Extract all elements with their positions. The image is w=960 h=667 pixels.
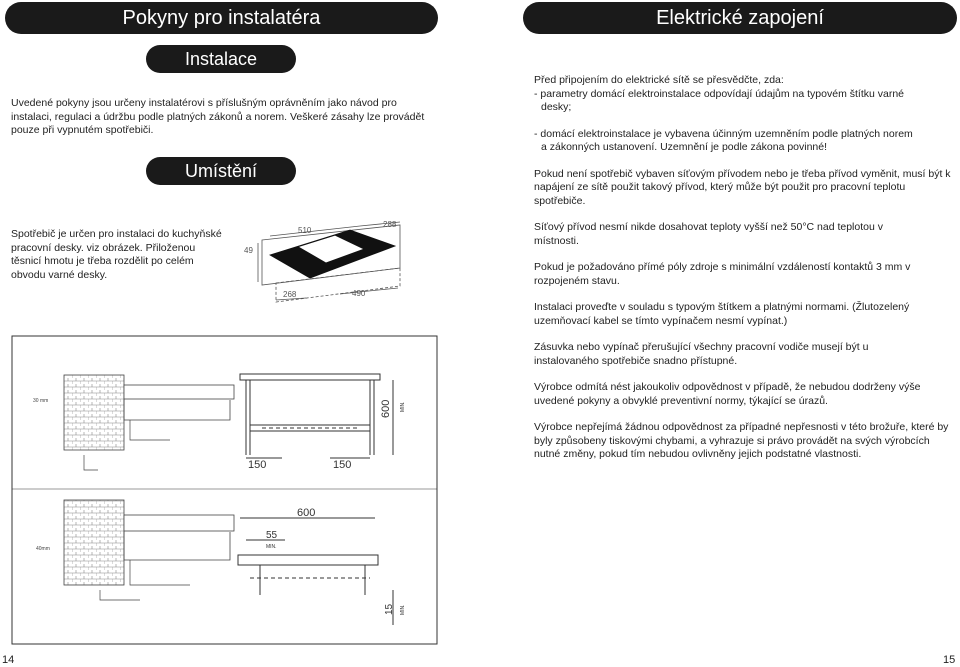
dim-600-v: 600 [380,399,392,418]
dim-49: 49 [244,246,253,255]
dim-55: 55 [266,530,278,541]
p1-item2b: a zákonných ustanovení. Uzemnění je podle zákona povinné! [541,141,828,153]
dim-268: 268 [283,290,297,299]
dim-490: 490 [352,289,366,298]
p4: Pokud je požadováno přímé póly zdroje s minimální vzdáleností kontaktů 3 mm v rozpojeném stavu. [534,261,911,287]
placement-title: Umístění [184,160,258,181]
p1: Před připojením do elektrické sítě se přesvědčte, zda: [534,74,784,86]
dim-150-b: 150 [333,459,352,471]
left-heading: Pokyny pro instalatéra [122,6,321,29]
p5: Instalaci proveďte v souladu s typovým štítkem a platnými normami. (Žlutozelený uzemňovací kabel se tímto vypínačem nesmí vypínat.) [534,301,910,327]
p7: Výrobce odmítá nést jakoukoliv odpovědnost v případě, že nebudou dodrženy výše uvedené pokyny a obvyklé preventivní normy, týkající se úrazů. [534,381,921,407]
p1-item1: - parametry domácí elektroinstalace odpovídají údajům na typovém štítku varné [534,87,905,100]
placement-text: Spotřebič je určen pro instalaci do kuchyňské pracovní desky. viz obrázek. Přiloženou těsnicí hmotu je třeba rozdělit po celém obvodu varné desky. [11,228,222,281]
p1-item1b: desky; [541,101,572,113]
dim-600-v-min: MIN. [400,401,406,412]
right-heading-pill [523,2,957,34]
dim-510: 510 [298,226,312,235]
right-heading: Elektrické zapojení [656,6,824,29]
p1-item2: - domácí elektroinstalace je vybavena účinným uzemněním podle platných norem [534,127,913,140]
p2: Pokud není spotřebič vybaven síťovým přívodem nebo je třeba přívod vyměnit, musí být k napájení ze sítě použit takový přívod, který může být použit pro pracovní teplotu spotřebiče. [534,167,951,207]
left-page-number: 14 [2,654,15,666]
side-label-top: 30 mm [33,398,49,404]
p6: Zásuvka nebo vypínač přerušující všechny pracovní vodiče musejí být u instalovaného spotřebiče snadno přístupné. [534,341,869,367]
dim-15-min: MIN. [400,604,406,615]
side-label-bottom: 40mm [36,546,50,552]
dim-15: 15 [384,603,395,615]
install-title: Instalace [184,48,258,69]
p8: Výrobce nepřejímá žádnou odpovědnost za případné nepřesnosti v této brožuře, které by byly způsobeny tiskovými chybami, a vyhrazuje si právo provádět na svých výrobcích nutné změny, pokud tím nebudou ovlivněny jejich podstatné vlastnosti. [534,421,949,460]
right-page-number: 15 [943,654,956,666]
dim-288: 288 [383,220,397,229]
intro-text: Uvedené pokyny jsou určeny instalatérovi s příslušným oprávněním jako návod pro instalaci, regulaci a údržbu podle platných zákonů a norem. Veškeré zásahy lze provádět pouze při vypnutém spotřebiči. [11,97,425,136]
dim-55-min: MIN. [266,544,277,550]
right-column [534,74,954,462]
dim-150-a: 150 [248,459,267,471]
dim-600-h: 600 [297,507,316,519]
p3: Síťový přívod nesmí nikde dosahovat teploty vyšší než 50°C nad teplotou v místnosti. [534,221,883,247]
